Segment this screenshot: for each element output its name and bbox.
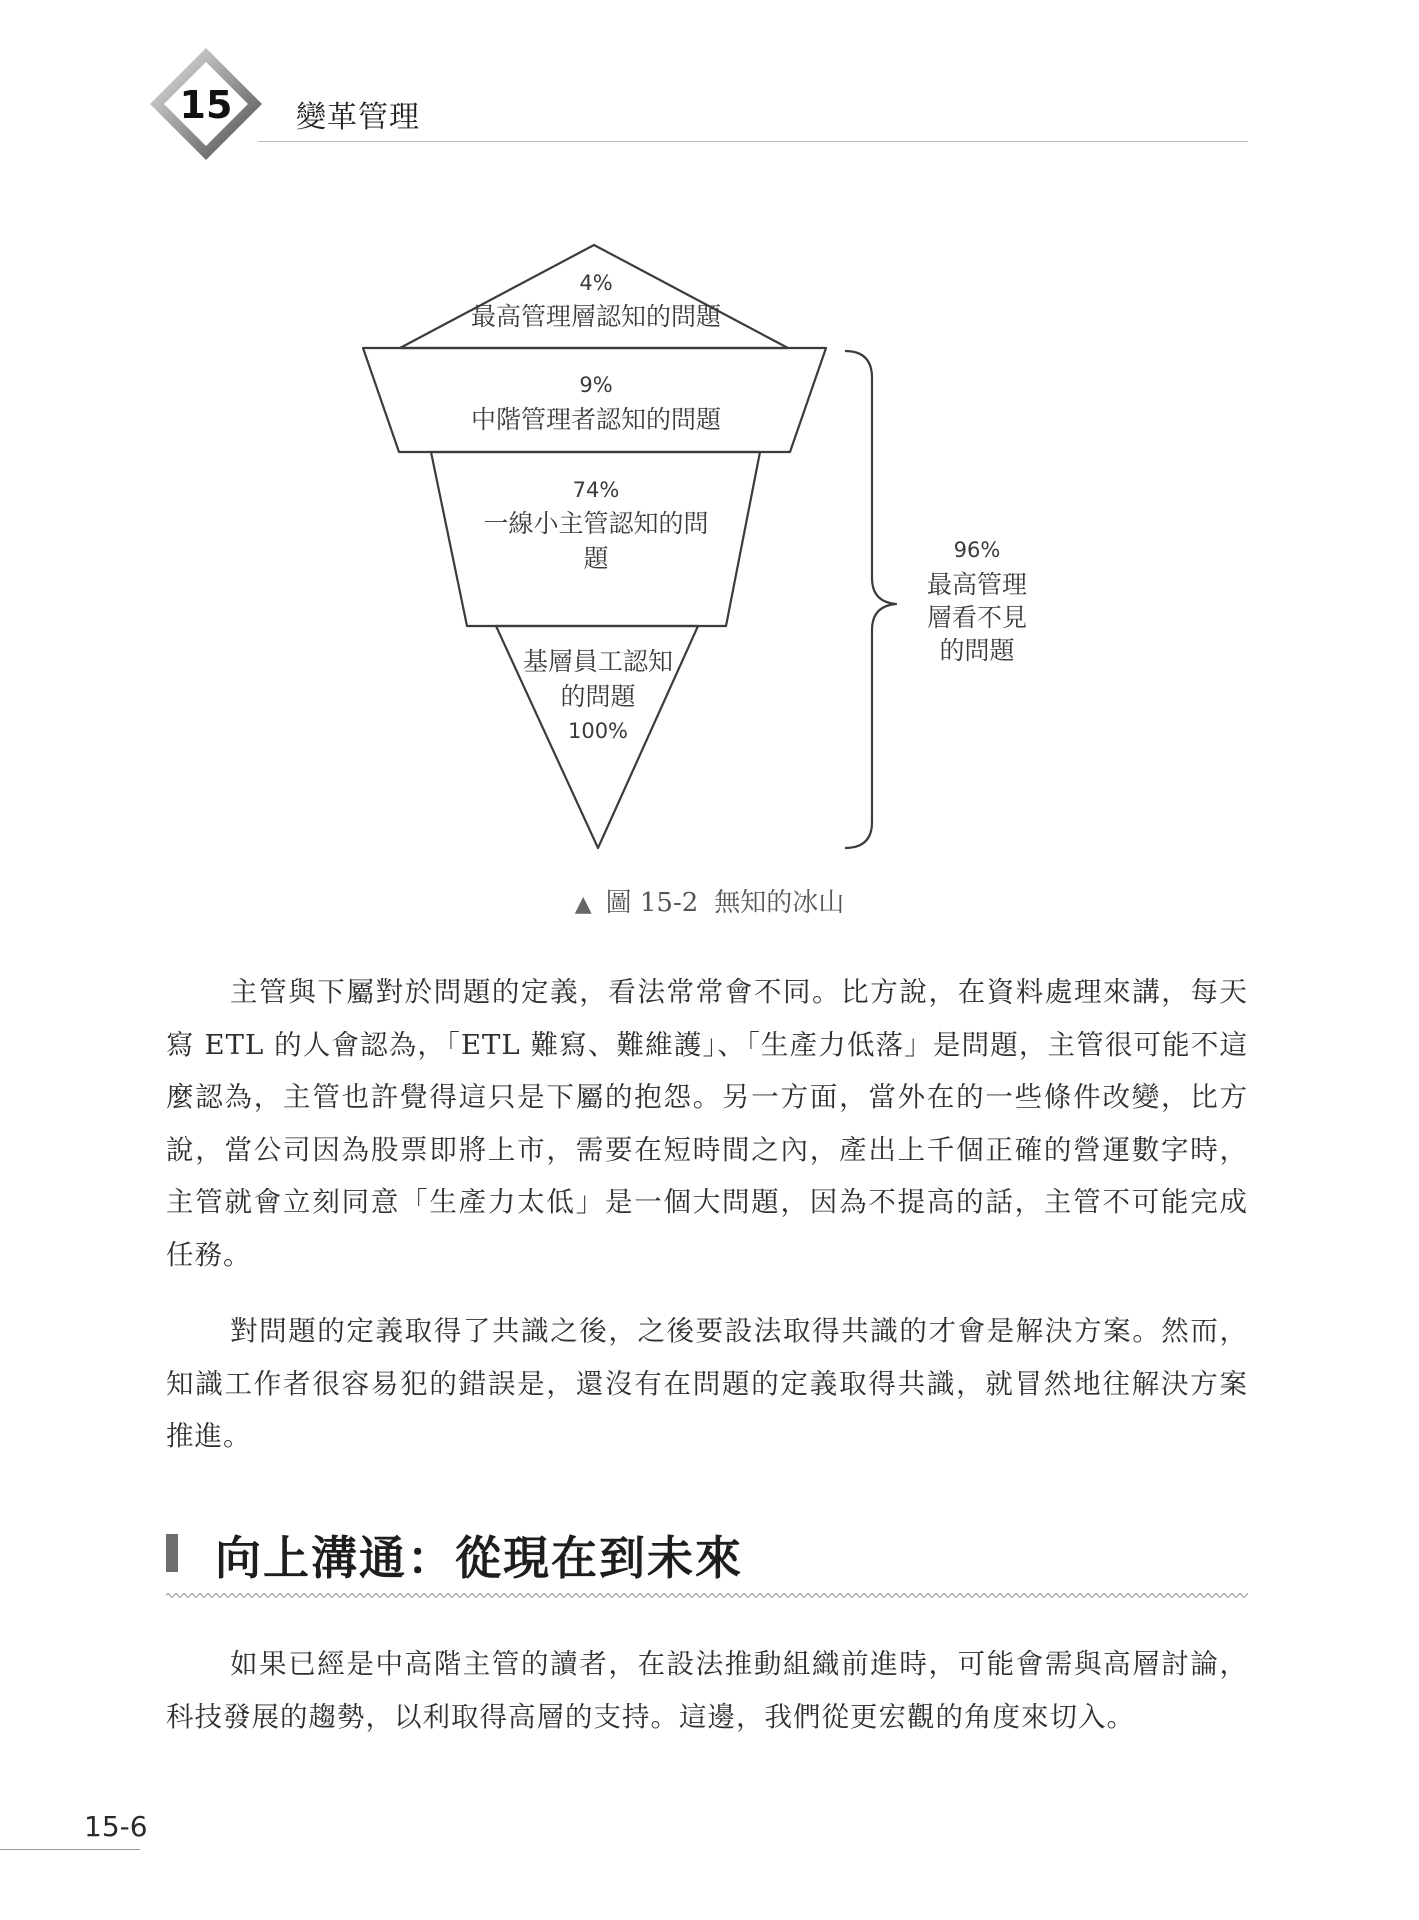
- tier1-label: 最高管理層認知的問題: [470, 302, 722, 331]
- chapter-title: 變革管理: [296, 100, 420, 135]
- figure-caption: [0, 882, 1419, 919]
- bracket-brace: [845, 351, 896, 848]
- tier3-percent: 74%: [572, 478, 620, 502]
- tier4-label-line1: 基層員工認知: [522, 647, 674, 676]
- tier-top-triangle: [400, 245, 788, 348]
- tier-second-trapezoid: [363, 348, 826, 452]
- tier1-percent: 4%: [579, 271, 613, 295]
- body-paragraph-1: 主管與下屬對於問題的定義，看法常常會不同。比方說，在資料處理來講，每天寫 ETL 的人會認為，「ETL 難寫、難維護」、「生產力低落」是問題，主管很可能不這麼認為，主管也許覺得這只是下屬的抱怨。另一方面，當外在的一些條件改變，比方說，當公司因為股票即將上市，需要在短時間之內，產出上千個正確的營運數字時，主管就會立刻同意「生產力太低」是一個大問題，因為不提高的話，主管不可能完成任務。: [166, 976, 1248, 1271]
- footer-rule: [0, 1849, 140, 1850]
- section-title: 向上溝通：從現在到未來: [215, 1531, 743, 1585]
- bracket-label-line2: 層看不見: [926, 603, 1028, 632]
- page-number: 15-6: [84, 1810, 148, 1843]
- body-paragraph-2: 對問題的定義取得了共識之後，之後要設法取得共識的才會是解決方案。然而，知識工作者很容易犯的錯誤是，還沒有在問題的定義取得共識，就冒然地往解決方案推進。: [166, 1315, 1248, 1452]
- section-wavy-rule: [166, 1591, 1248, 1600]
- caption-number: 圖 15-2: [605, 888, 699, 918]
- bracket-label-line1: 最高管理: [926, 570, 1028, 599]
- section-marker-bar: [166, 1534, 178, 1572]
- caption-triangle-icon: ▲: [574, 892, 592, 917]
- caption-title: 無知的冰山: [714, 888, 845, 918]
- iceberg-diagram: [0, 0, 1419, 900]
- tier4-percent: 100%: [567, 719, 629, 743]
- tier4-label-line2: 的問題: [560, 682, 636, 711]
- bracket-label-line3: 的問題: [939, 636, 1015, 665]
- section-paragraph: 如果已經是中高階主管的讀者，在設法推動組織前進時，可能會需與高層討論，科技發展的趨勢，以利取得高層的支持。這邊，我們從更宏觀的角度來切入。: [166, 1648, 1248, 1733]
- chapter-number: 15: [179, 83, 233, 127]
- bracket-percent: 96%: [953, 538, 1001, 562]
- tier2-percent: 9%: [579, 373, 613, 397]
- tier3-label-line2: 題: [583, 544, 609, 573]
- tier2-label: 中階管理者認知的問題: [470, 405, 722, 434]
- tier3-label-line1: 一線小主管認知的問: [483, 509, 709, 538]
